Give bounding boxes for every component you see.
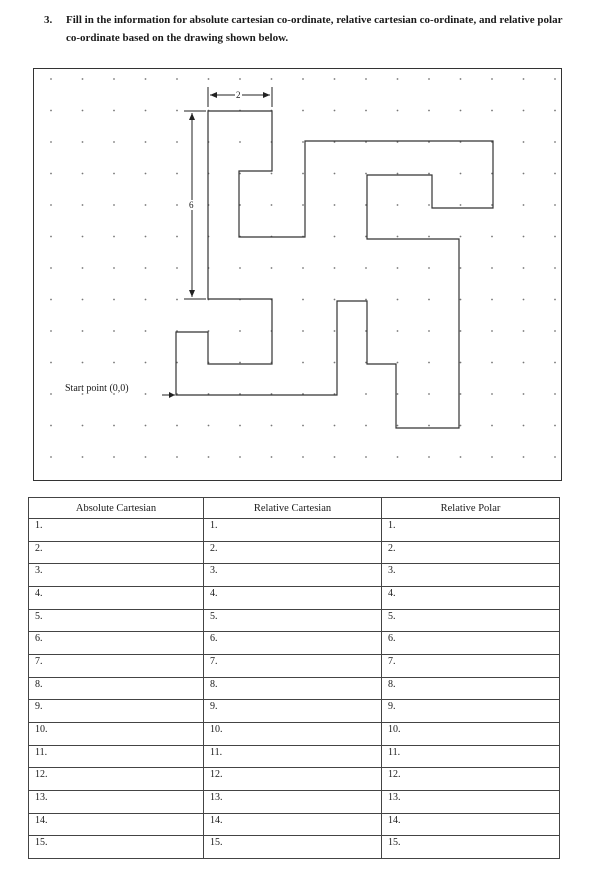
grid-dot	[50, 141, 52, 143]
drawing-outline	[176, 111, 493, 428]
grid-dot	[176, 299, 178, 301]
cell-relative-polar[interactable]: 2.	[382, 541, 560, 564]
grid-dot	[176, 173, 178, 175]
table-row	[29, 700, 560, 723]
cell-relative-polar[interactable]: 15.	[382, 836, 560, 859]
grid-dot	[239, 267, 241, 269]
grid-dot	[428, 110, 430, 112]
grid-dot	[302, 299, 304, 301]
start-arrow-head	[169, 392, 175, 398]
grid-dot	[334, 425, 336, 427]
table-row	[29, 609, 560, 632]
grid-dot	[113, 141, 115, 143]
cell-relative-cartesian[interactable]: 1.	[204, 519, 382, 542]
grid-dot	[523, 425, 525, 427]
grid-dot	[334, 236, 336, 238]
table-row	[29, 677, 560, 700]
grid-dot	[82, 204, 84, 206]
grid-dot	[113, 456, 115, 458]
grid-dot	[554, 330, 556, 332]
drawing-canvas	[34, 69, 561, 480]
grid-dot	[460, 362, 462, 364]
grid-dot	[397, 425, 399, 427]
cell-relative-cartesian[interactable]: 2.	[204, 541, 382, 564]
grid-dot	[334, 78, 336, 80]
grid-dot	[113, 425, 115, 427]
cell-relative-polar[interactable]: 8.	[382, 677, 560, 700]
grid-dot	[271, 456, 273, 458]
grid-dot	[113, 204, 115, 206]
grid-dot	[460, 393, 462, 395]
grid-dot	[334, 173, 336, 175]
grid-dot	[491, 78, 493, 80]
answer-table	[28, 497, 560, 859]
cell-relative-cartesian[interactable]: 9.	[204, 700, 382, 723]
cell-relative-cartesian[interactable]: 13.	[204, 790, 382, 813]
cell-relative-polar[interactable]: 10.	[382, 722, 560, 745]
cell-absolute-cartesian[interactable]: 12.	[29, 768, 204, 791]
cell-absolute-cartesian[interactable]: 9.	[29, 700, 204, 723]
grid-dot	[554, 425, 556, 427]
grid-dot	[113, 299, 115, 301]
grid-dot	[176, 141, 178, 143]
grid-dot	[50, 393, 52, 395]
grid-dot	[113, 78, 115, 80]
grid-dot	[208, 456, 210, 458]
grid-dot	[50, 236, 52, 238]
cell-relative-polar[interactable]: 13.	[382, 790, 560, 813]
cell-relative-cartesian[interactable]: 14.	[204, 813, 382, 836]
grid-dot	[208, 425, 210, 427]
grid-dot	[82, 362, 84, 364]
grid-dot	[145, 425, 147, 427]
grid-dot	[50, 78, 52, 80]
grid-dot	[145, 204, 147, 206]
grid-dot	[302, 110, 304, 112]
grid-dot	[365, 110, 367, 112]
grid-dot	[428, 78, 430, 80]
grid-dot	[82, 425, 84, 427]
grid-dot	[523, 204, 525, 206]
grid-dot	[334, 110, 336, 112]
grid-dot	[554, 267, 556, 269]
grid-dot	[113, 236, 115, 238]
grid-dot	[302, 362, 304, 364]
grid-dot	[82, 299, 84, 301]
grid-dot	[302, 267, 304, 269]
grid-dot	[334, 267, 336, 269]
grid-dot	[50, 173, 52, 175]
grid-dot	[554, 362, 556, 364]
grid-dot	[523, 330, 525, 332]
grid-dot	[397, 110, 399, 112]
grid-dot	[50, 204, 52, 206]
grid-dot	[176, 204, 178, 206]
cell-absolute-cartesian[interactable]: 5.	[29, 609, 204, 632]
grid-dot	[145, 456, 147, 458]
table-row	[29, 632, 560, 655]
grid-dot	[82, 456, 84, 458]
grid-dot	[365, 78, 367, 80]
grid-dot	[271, 173, 273, 175]
grid-dot	[428, 456, 430, 458]
header-relative-polar: Relative Polar	[382, 498, 560, 519]
grid-dot	[113, 330, 115, 332]
grid-dot	[145, 141, 147, 143]
grid-dot	[145, 299, 147, 301]
dim-width-arrow-left	[210, 92, 217, 98]
grid-dot	[460, 173, 462, 175]
cell-relative-polar[interactable]: 4.	[382, 586, 560, 609]
grid-dot	[271, 267, 273, 269]
question	[44, 11, 574, 47]
grid-dot	[397, 267, 399, 269]
grid-dot	[554, 204, 556, 206]
grid-dot	[113, 362, 115, 364]
cell-absolute-cartesian[interactable]: 15.	[29, 836, 204, 859]
grid-dot	[50, 456, 52, 458]
cell-relative-polar[interactable]: 11.	[382, 745, 560, 768]
cell-absolute-cartesian[interactable]: 4.	[29, 586, 204, 609]
grid-dot	[397, 456, 399, 458]
grid-dot	[82, 236, 84, 238]
grid-dot	[523, 393, 525, 395]
header-absolute-cartesian: Absolute Cartesian	[29, 498, 204, 519]
cell-relative-cartesian[interactable]: 15.	[204, 836, 382, 859]
cell-relative-polar[interactable]: 12.	[382, 768, 560, 791]
cell-relative-cartesian[interactable]: 5.	[204, 609, 382, 632]
cell-absolute-cartesian[interactable]: 8.	[29, 677, 204, 700]
grid-dot	[302, 425, 304, 427]
grid-dot	[302, 173, 304, 175]
grid-dot	[491, 425, 493, 427]
grid-dot	[554, 393, 556, 395]
grid-dot	[554, 299, 556, 301]
cell-relative-cartesian[interactable]: 4.	[204, 586, 382, 609]
grid-dot	[397, 173, 399, 175]
grid-dot	[334, 456, 336, 458]
cell-absolute-cartesian[interactable]: 7.	[29, 654, 204, 677]
grid-dot	[239, 425, 241, 427]
grid-dot	[460, 330, 462, 332]
grid-dot	[82, 78, 84, 80]
grid-dot	[554, 110, 556, 112]
grid-dot	[428, 393, 430, 395]
grid-dot	[428, 173, 430, 175]
grid-dot	[523, 236, 525, 238]
grid-dot	[460, 110, 462, 112]
question-text: Fill in the information for absolute cartesian co-ordinate, relative cartesian co-ordinate, and relative polar co-ordinate based on the drawing shown below.	[66, 14, 563, 44]
grid-dot	[334, 330, 336, 332]
grid-dot	[397, 330, 399, 332]
grid-dot	[365, 456, 367, 458]
table-row	[29, 654, 560, 677]
grid-dot	[302, 78, 304, 80]
table-row	[29, 722, 560, 745]
grid-dot	[271, 204, 273, 206]
question-number: 3.	[44, 14, 53, 26]
grid-dot	[554, 173, 556, 175]
grid-dot	[460, 204, 462, 206]
cell-relative-cartesian[interactable]: 12.	[204, 768, 382, 791]
grid-dot	[50, 299, 52, 301]
cell-relative-cartesian[interactable]: 8.	[204, 677, 382, 700]
grid-dot	[460, 267, 462, 269]
table-row	[29, 745, 560, 768]
cell-relative-cartesian[interactable]: 7.	[204, 654, 382, 677]
grid-dot	[145, 393, 147, 395]
grid-dot	[428, 267, 430, 269]
grid-dot	[239, 330, 241, 332]
grid-dot	[523, 267, 525, 269]
grid-dots	[50, 78, 556, 458]
cell-absolute-cartesian[interactable]: 3.	[29, 564, 204, 587]
grid-dot	[271, 78, 273, 80]
grid-dot	[523, 362, 525, 364]
cell-absolute-cartesian[interactable]: 2.	[29, 541, 204, 564]
cell-absolute-cartesian[interactable]: 11.	[29, 745, 204, 768]
cell-relative-cartesian[interactable]: 11.	[204, 745, 382, 768]
grid-dot	[302, 456, 304, 458]
table-row	[29, 790, 560, 813]
grid-dot	[176, 236, 178, 238]
grid-dot	[239, 456, 241, 458]
dim-width-arrow-right	[263, 92, 270, 98]
grid-dot	[365, 173, 367, 175]
grid-dot	[50, 425, 52, 427]
grid-dot	[365, 425, 367, 427]
grid-dot	[460, 236, 462, 238]
cell-relative-cartesian[interactable]: 3.	[204, 564, 382, 587]
grid-dot	[365, 299, 367, 301]
grid-dot	[460, 425, 462, 427]
grid-dot	[491, 236, 493, 238]
grid-dot	[491, 110, 493, 112]
grid-dot	[145, 267, 147, 269]
grid-dot	[208, 78, 210, 80]
table-row	[29, 541, 560, 564]
grid-dot	[176, 456, 178, 458]
table-row	[29, 813, 560, 836]
grid-dot	[82, 141, 84, 143]
grid-dot	[428, 425, 430, 427]
grid-dot	[523, 299, 525, 301]
grid-dot	[113, 173, 115, 175]
grid-dot	[491, 299, 493, 301]
grid-dot	[397, 362, 399, 364]
drawing-area	[33, 68, 562, 481]
grid-dot	[397, 299, 399, 301]
grid-dot	[145, 78, 147, 80]
grid-dot	[365, 267, 367, 269]
table-row	[29, 519, 560, 542]
grid-dot	[428, 236, 430, 238]
cell-relative-cartesian[interactable]: 6.	[204, 632, 382, 655]
grid-dot	[428, 330, 430, 332]
grid-dot	[460, 299, 462, 301]
grid-dot	[554, 78, 556, 80]
grid-dot	[397, 236, 399, 238]
grid-dot	[302, 204, 304, 206]
grid-dot	[491, 362, 493, 364]
grid-dot	[239, 362, 241, 364]
grid-dot	[302, 330, 304, 332]
grid-dot	[176, 267, 178, 269]
grid-dot	[239, 141, 241, 143]
table-row	[29, 836, 560, 859]
grid-dot	[523, 78, 525, 80]
cell-absolute-cartesian[interactable]: 14.	[29, 813, 204, 836]
grid-dot	[491, 330, 493, 332]
dimension-width-label: 2	[236, 90, 241, 100]
grid-dot	[491, 393, 493, 395]
grid-dot	[145, 110, 147, 112]
grid-dot	[176, 78, 178, 80]
grid-dot	[365, 393, 367, 395]
table-row	[29, 564, 560, 587]
grid-dot	[145, 236, 147, 238]
cell-absolute-cartesian[interactable]: 10.	[29, 722, 204, 745]
grid-dot	[82, 173, 84, 175]
grid-dot	[554, 141, 556, 143]
grid-dot	[523, 141, 525, 143]
cell-relative-polar[interactable]: 14.	[382, 813, 560, 836]
grid-dot	[271, 425, 273, 427]
grid-dot	[523, 110, 525, 112]
grid-dot	[523, 173, 525, 175]
dim-height-arrow-top	[189, 113, 195, 120]
grid-dot	[50, 267, 52, 269]
grid-dot	[82, 267, 84, 269]
grid-dot	[428, 362, 430, 364]
cell-relative-polar[interactable]: 5.	[382, 609, 560, 632]
grid-dot	[176, 425, 178, 427]
cell-relative-cartesian[interactable]: 10.	[204, 722, 382, 745]
grid-dot	[397, 204, 399, 206]
cell-relative-polar[interactable]: 1.	[382, 519, 560, 542]
grid-dot	[239, 78, 241, 80]
grid-dot	[113, 110, 115, 112]
grid-dot	[554, 456, 556, 458]
cell-absolute-cartesian[interactable]: 13.	[29, 790, 204, 813]
grid-dot	[491, 267, 493, 269]
grid-dot	[554, 236, 556, 238]
grid-dot	[460, 78, 462, 80]
grid-dot	[491, 456, 493, 458]
grid-dot	[302, 141, 304, 143]
grid-dot	[460, 456, 462, 458]
cell-relative-polar[interactable]: 7.	[382, 654, 560, 677]
table-header-row	[29, 498, 560, 519]
grid-dot	[397, 78, 399, 80]
cell-relative-polar[interactable]: 6.	[382, 632, 560, 655]
grid-dot	[82, 110, 84, 112]
start-point-label: Start point (0,0)	[65, 383, 129, 394]
dim-height-arrow-bottom	[189, 290, 195, 297]
grid-dot	[50, 362, 52, 364]
grid-dot	[523, 456, 525, 458]
grid-dot	[334, 299, 336, 301]
grid-dot	[145, 362, 147, 364]
table-row	[29, 586, 560, 609]
table-row	[29, 768, 560, 791]
grid-dot	[176, 110, 178, 112]
grid-dot	[334, 362, 336, 364]
grid-dot	[428, 204, 430, 206]
grid-dot	[397, 393, 399, 395]
grid-dot	[50, 110, 52, 112]
cell-absolute-cartesian[interactable]: 6.	[29, 632, 204, 655]
grid-dot	[334, 204, 336, 206]
cell-relative-polar[interactable]: 3.	[382, 564, 560, 587]
grid-dot	[82, 330, 84, 332]
grid-dot	[428, 299, 430, 301]
grid-dot	[50, 330, 52, 332]
cell-relative-polar[interactable]: 9.	[382, 700, 560, 723]
dimension-height-label: 6	[189, 200, 194, 210]
cell-absolute-cartesian[interactable]: 1.	[29, 519, 204, 542]
grid-dot	[113, 267, 115, 269]
grid-dot	[145, 330, 147, 332]
grid-dot	[145, 173, 147, 175]
header-relative-cartesian: Relative Cartesian	[204, 498, 382, 519]
